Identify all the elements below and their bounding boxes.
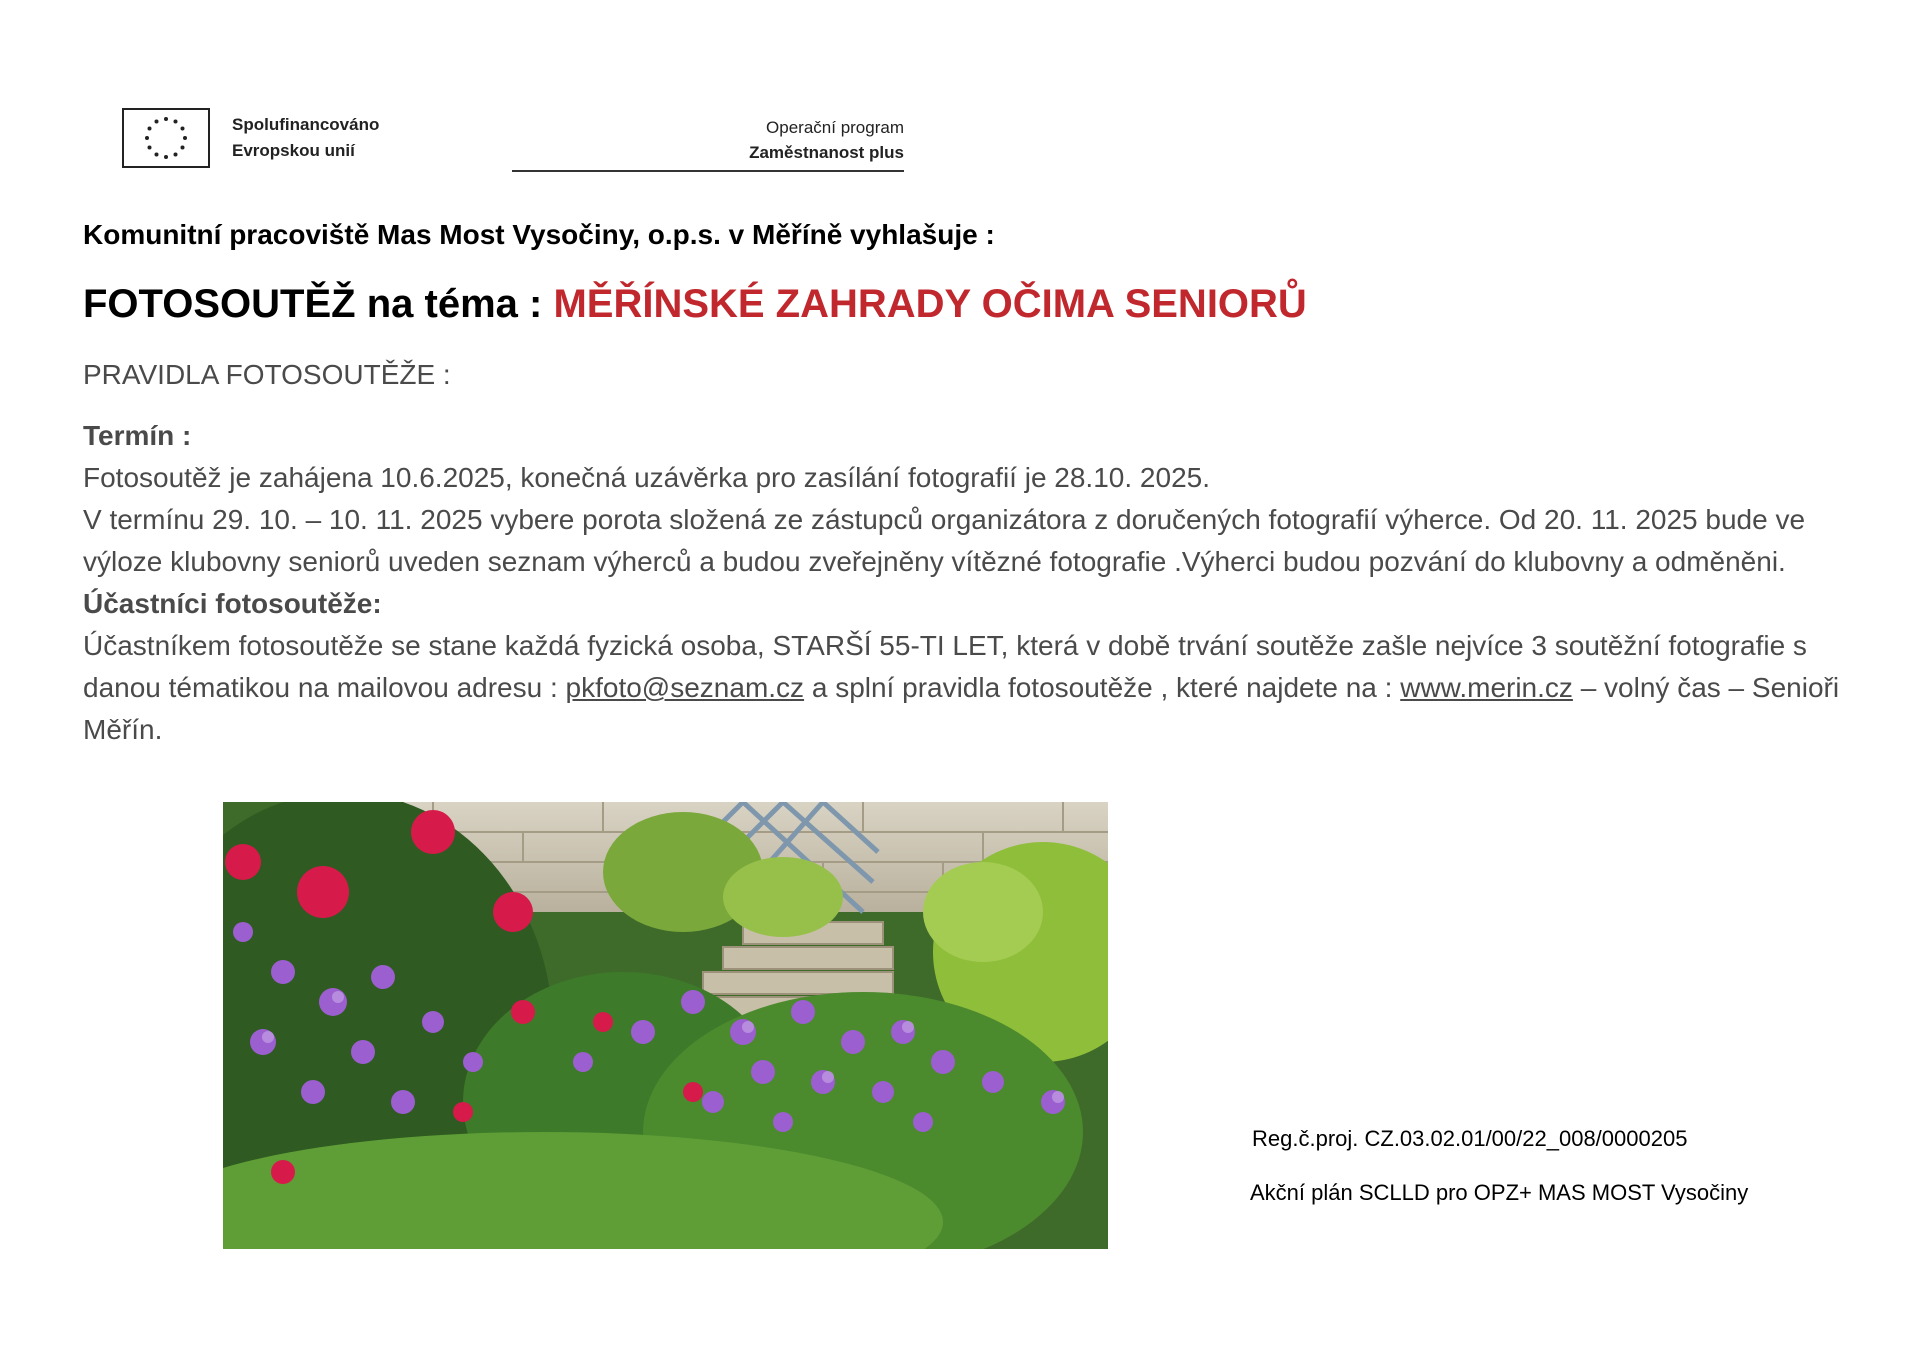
eu-logo-text	[232, 112, 379, 164]
term-heading: Termín :	[83, 420, 192, 451]
opz-logo	[512, 114, 904, 172]
participants-paragraph	[83, 625, 1863, 751]
opz-line2: Zaměstnanost plus	[749, 143, 904, 162]
eu-logo	[122, 108, 379, 168]
headline	[83, 282, 1307, 327]
opz-underline	[512, 170, 904, 172]
eu-line1: Spolufinancováno	[232, 115, 380, 134]
participants-heading: Účastníci fotosoutěže:	[83, 588, 382, 619]
garden-photo	[223, 802, 1108, 1249]
headline-prefix: FOTOSOUTĚŽ na téma :	[83, 282, 554, 326]
participants-text-a: Účastníkem fotosoutěže se stane každá fyzická osoba, STARŠÍ 55-TI LET, která v době trvání soutěže zašle nejvíce 3 soutěžní fotografie s danou tématikou na mailovou adresu :	[83, 630, 1807, 703]
eu-flag-icon	[122, 108, 210, 168]
action-plan: Akční plán SCLLD pro OPZ+ MAS MOST Vysočiny	[1250, 1180, 1749, 1205]
term-paragraph: V termínu 29. 10. – 10. 11. 2025 vybere porota složená ze zástupců organizátora z doručených fotografií výherce. Od 20. 11. 2025 bude ve výloze klubovny seniorů uveden seznam výherců a budou zveřejněny vítězné fotografie .Výherci budou pozvání do klubovny a odměněni.	[83, 504, 1806, 577]
website-link[interactable]: www.merin.cz	[1400, 672, 1573, 703]
headline-highlight: MĚŘÍNSKÉ ZAHRADY OČIMA SENIORŮ	[553, 282, 1307, 326]
project-registration: Reg.č.proj. CZ.03.02.01/00/22_008/0000205	[1252, 1126, 1688, 1151]
participants-text-b: a splní pravidla fotosoutěže , které najdete na :	[804, 672, 1401, 703]
rules-body	[83, 415, 1863, 751]
term-line1: Fotosoutěž je zahájena 10.6.2025, konečná uzávěrka pro zasílání fotografií je 28.10. 2025.	[83, 462, 1210, 493]
rules-title: PRAVIDLA FOTOSOUTĚŽE :	[83, 359, 451, 390]
intro-line: Komunitní pracoviště Mas Most Vysočiny, o.p.s. v Měříně vyhlašuje :	[83, 219, 995, 250]
eu-line2: Evropskou unií	[232, 141, 355, 160]
participants-text-c: – volný čas – Senioři Měřín.	[83, 672, 1840, 745]
email-link[interactable]: pkfoto@seznam.cz	[565, 672, 805, 703]
opz-line1: Operační program	[766, 118, 904, 137]
